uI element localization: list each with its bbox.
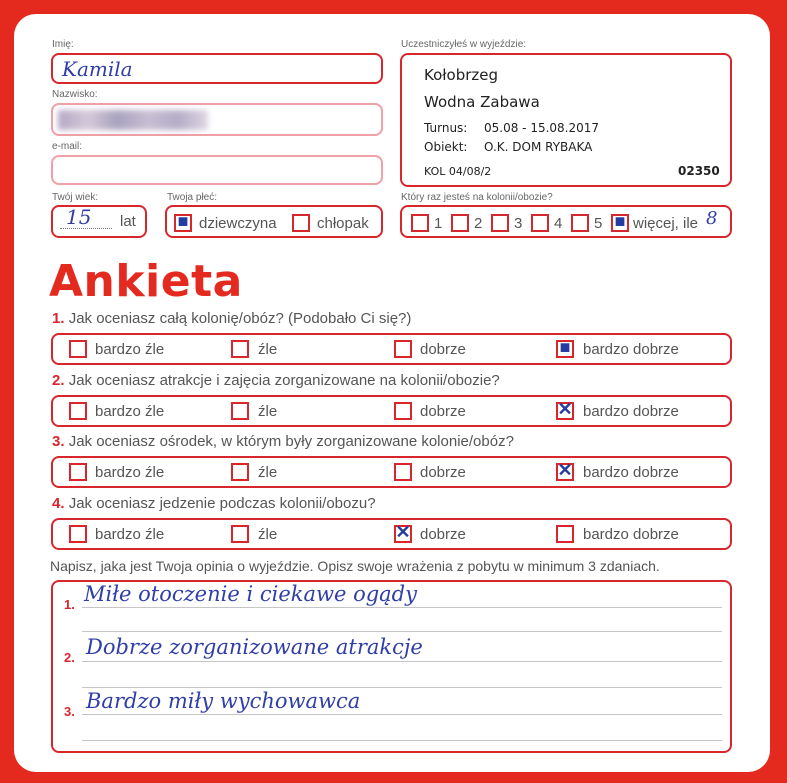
q4-checkbox-very-bad[interactable] (69, 525, 87, 543)
opinion-prompt: Napisz, jaka jest Twoja opinia o wyjeździe. Opisz swoje wrażenia z pobytu w minimum 3 zdaniach. (50, 558, 660, 574)
trip-program: Wodna Zabawa (424, 93, 540, 111)
q4-option-good: dobrze (420, 526, 466, 543)
q4-checkbox-very-good[interactable] (556, 525, 574, 543)
times-more-value: 8 (706, 208, 718, 229)
q3-checkbox-very-bad[interactable] (69, 463, 87, 481)
q2-option-good: dobrze (420, 403, 466, 420)
q1-option-bad: źle (258, 341, 278, 358)
q3-checkbox-good[interactable] (394, 463, 412, 481)
checkmark-icon: ■ (614, 211, 626, 231)
opinion-line-5 (82, 714, 722, 715)
question-4: 4. Jak oceniasz jedzenie podczas kolonii/obozu? (52, 495, 376, 512)
name-value: Kamila (62, 57, 133, 81)
opinion-line-3 (82, 661, 722, 662)
question-1: 1. Jak oceniasz całą kolonię/obóz? (Podobało Ci się?) (52, 310, 412, 327)
turnus-label: Turnus: (424, 121, 468, 135)
opinion-number-1: 1. (64, 597, 75, 612)
age-unit: lat (120, 213, 136, 230)
email-field[interactable] (51, 155, 383, 185)
question-3: 3. Jak oceniasz ośrodek, w którym były zorganizowane kolonie/obóz? (52, 433, 514, 450)
checkmark-icon: ■ (177, 211, 189, 231)
times-option-5: 5 (594, 215, 603, 232)
q3-option-bad: źle (258, 464, 278, 481)
trip-code: KOL 04/08/2 (424, 165, 492, 178)
gender-label: Twoja płeć: (167, 192, 218, 203)
cross-mark-icon: ✕ (395, 522, 411, 542)
q3-option-very-good: bardzo dobrze (583, 464, 679, 481)
q1-option-very-good: bardzo dobrze (583, 341, 679, 358)
q1-option-very-bad: bardzo źle (95, 341, 165, 358)
question-2: 2. Jak oceniasz atrakcje i zajęcia zorganizowane na kolonii/obozie? (52, 372, 500, 389)
opinion-line-6 (82, 740, 722, 741)
opinion-line-4 (82, 687, 722, 688)
opinion-text-1: Miłe otoczenie i ciekawe ogądy (84, 582, 417, 606)
times-option-4: 4 (554, 215, 563, 232)
checkmark-icon: ■ (559, 337, 571, 357)
opinion-number-3: 3. (64, 704, 75, 719)
turnus-value: 05.08 - 15.08.2017 (484, 121, 600, 135)
survey-title: Ankieta (49, 256, 243, 307)
trip-city: Kołobrzeg (424, 66, 499, 84)
surname-label: Nazwisko: (52, 89, 98, 100)
redacted-surname (58, 110, 208, 130)
q1-checkbox-bad[interactable] (231, 340, 249, 358)
times-option-2: 2 (474, 215, 483, 232)
opinion-text-3: Bardzo miły wychowawca (86, 689, 361, 713)
age-value: 15 (66, 205, 92, 229)
q3-option-good: dobrze (420, 464, 466, 481)
q4-checkbox-bad[interactable] (231, 525, 249, 543)
q2-option-very-good: bardzo dobrze (583, 403, 679, 420)
q2-checkbox-bad[interactable] (231, 402, 249, 420)
times-checkbox-4[interactable] (531, 214, 549, 232)
obiekt-label: Obiekt: (424, 140, 468, 154)
q4-option-very-bad: bardzo źle (95, 526, 165, 543)
times-checkbox-1[interactable] (411, 214, 429, 232)
q2-option-bad: źle (258, 403, 278, 420)
cross-mark-icon: ✕ (557, 399, 573, 419)
q1-checkbox-very-bad[interactable] (69, 340, 87, 358)
q3-checkbox-bad[interactable] (231, 463, 249, 481)
times-checkbox-3[interactable] (491, 214, 509, 232)
q2-option-very-bad: bardzo źle (95, 403, 165, 420)
times-option-1: 1 (434, 215, 443, 232)
email-label: e-mail: (52, 141, 83, 152)
gender-checkbox-boy[interactable] (292, 214, 310, 232)
trip-number: 02350 (678, 164, 720, 178)
times-more-label: więcej, ile (633, 215, 699, 232)
q2-checkbox-very-bad[interactable] (69, 402, 87, 420)
age-label: Twój wiek: (52, 192, 99, 203)
times-checkbox-5[interactable] (571, 214, 589, 232)
times-option-3: 3 (514, 215, 523, 232)
name-label: Imię: (52, 39, 74, 50)
q1-checkbox-good[interactable] (394, 340, 412, 358)
times-label: Który raz jesteś na kolonii/obozie? (401, 192, 553, 203)
q4-option-bad: źle (258, 526, 278, 543)
opinion-text-2: Dobrze zorganizowane atrakcje (86, 635, 423, 659)
cross-mark-icon: ✕ (557, 460, 573, 480)
opinion-number-2: 2. (64, 650, 75, 665)
opinion-line-1 (82, 607, 722, 608)
opinion-line-2 (82, 631, 722, 632)
obiekt-value: O.K. DOM RYBAKA (484, 140, 593, 154)
times-checkbox-2[interactable] (451, 214, 469, 232)
q2-checkbox-good[interactable] (394, 402, 412, 420)
q3-option-very-bad: bardzo źle (95, 464, 165, 481)
q1-option-good: dobrze (420, 341, 466, 358)
trip-label: Uczestniczyłeś w wyjeździe: (401, 39, 527, 50)
gender-option-boy: chłopak (317, 215, 369, 232)
q4-option-very-good: bardzo dobrze (583, 526, 679, 543)
gender-option-girl: dziewczyna (199, 215, 277, 232)
